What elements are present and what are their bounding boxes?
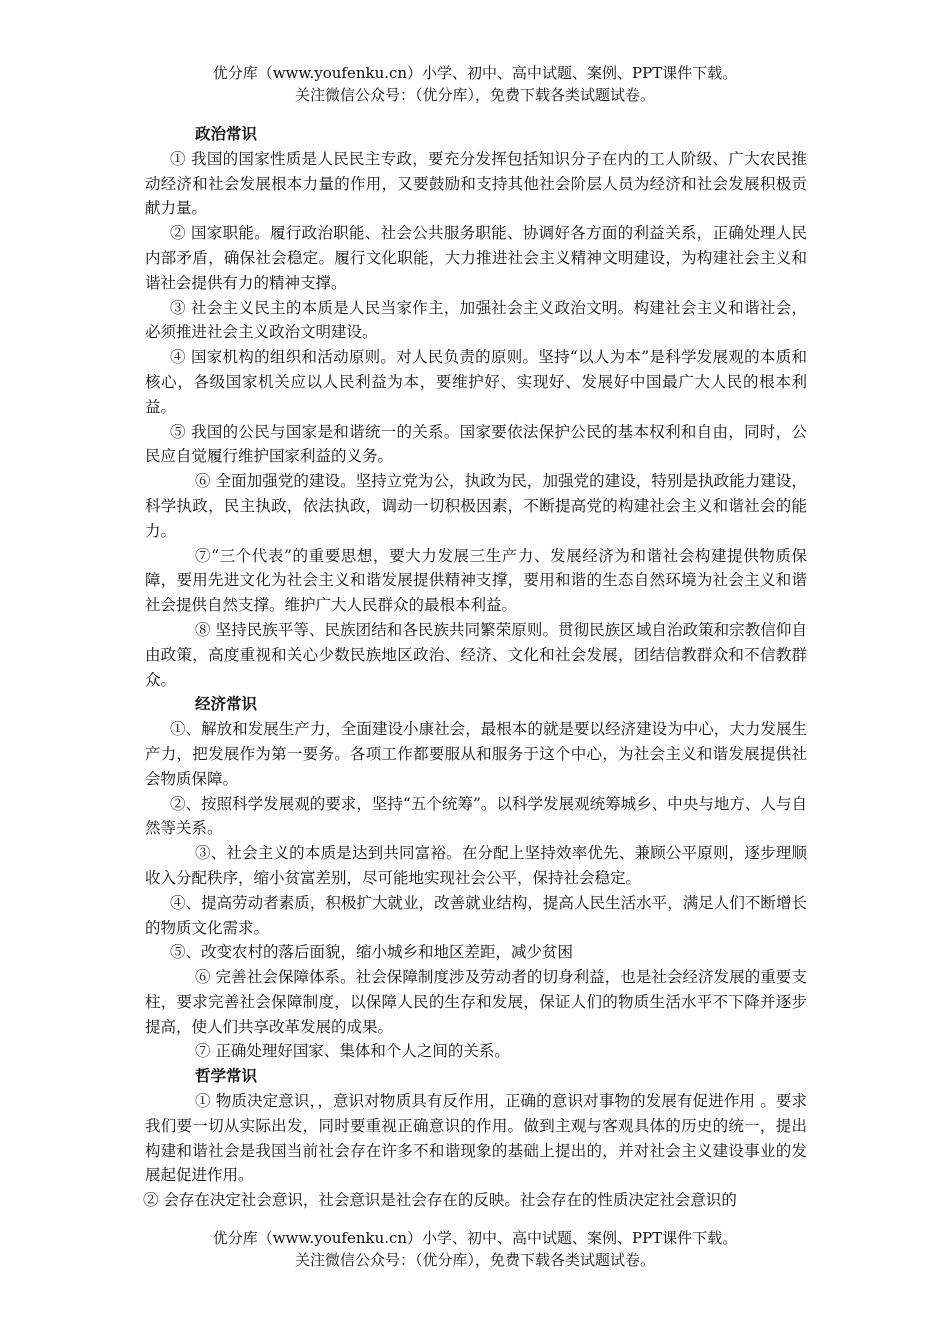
page-footer — [0, 1227, 950, 1271]
philosophy-paragraph-1: ① 物质决定意识，，意识对物质具有反作用，正确的意识对事物的发展有促进作用 。要求我们要一切从实际出发，同时要重视正确意识的作用。做到主观与客观具体的历史的统一，提出构建和谐社会是我国当前社会存在许多不和谐现象的基础上提出的，并对社会主义建设事业的发展起促进作用。 — [145, 1092, 807, 1185]
politics-paragraph-2: ② 国家职能。履行政治职能、社会公共服务职能、协调好各方面的利益关系，正确处理人民内部矛盾，确保社会稳定。履行文化职能，大力推进社会主义精神文明建设，为构建社会主义和谐社会提供有力的精神支撑。 — [145, 224, 807, 292]
politics-paragraph-3: ③ 社会主义民主的本质是人民当家作主，加强社会主义政治文明。构建社会主义和谐社会，必须推进社会主义政治文明建设。 — [145, 298, 807, 342]
politics-paragraph-4: ④ 国家机构的组织和活动原则。对人民负责的原则。坚持“以人为本”是科学发展观的本质和核心，各级国家机关应以人民利益为本，要维护好、实现好、发展好中国最广大人民的根本利益。 — [145, 348, 807, 416]
politics-paragraph-7: ⑦“三个代表”的重要思想，要大力发展三生产力、发展经济为和谐社会构建提供物质保障，要用先进文化为社会主义和谐发展提供精神支撑，要用和谐的生态自然环境为社会主义和谐社会提供自然支撑。维护广大人民群众的最根本利益。 — [145, 546, 807, 615]
header-line-2: 关注微信公众号：（优分库），免费下载各类试题试卷。 — [294, 86, 655, 104]
economics-paragraph-1: ①、解放和发展生产力，全面建设小康社会，最根本的就是要以经济建设为中心，大力发展生产力，把发展作为第一要务。各项工作都要服从和服务于这个中心，为社会主义和谐发展提供社会物质保障。 — [145, 720, 807, 788]
header-line-1: 优分库（www.youfenku.cn）小学、初中、高中试题、案例、PPT课件下载。 — [212, 64, 738, 82]
section-title-philosophy: 哲学常识 — [195, 1066, 258, 1086]
document-body — [145, 122, 807, 1213]
footer-line-1: 优分库（www.youfenku.cn）小学、初中、高中试题、案例、PPT课件下载。 — [212, 1229, 738, 1247]
economics-paragraph-4: ④、提高劳动者素质，积极扩大就业，改善就业结构，提高人民生活水平，满足人们不断增长的物质文化需求。 — [145, 893, 807, 937]
economics-paragraph-6: ⑥ 完善社会保障体系。社会保障制度涉及劳动者的切身利益，也是社会经济发展的重要支柱，要求完善社会保障制度，以保障人民的生存和发展，保证人们的物质生活水平不下降并逐步提高，使人们共享改革发展的成果。 — [145, 968, 807, 1036]
section-title-politics: 政治常识 — [195, 124, 258, 143]
footer-line-2: 关注微信公众号：（优分库），免费下载各类试题试卷。 — [294, 1251, 655, 1269]
politics-paragraph-6: ⑥ 全面加强党的建设。坚持立党为公，执政为民，加强党的建设，特别是执政能力建设，科学执政，民主执政，依法执政，调动一切积极因素，不断提高党的构建社会主义和谐社会的能力。 — [145, 472, 807, 540]
economics-paragraph-5: ⑤、改变农村的落后面貌，缩小城乡和地区差距，减少贫困 — [170, 943, 574, 962]
politics-paragraph-1: ① 我国的国家性质是人民民主专政，要充分发挥包括知识分子在内的工人阶级、广大农民推动经济和社会发展根本力量的作用，又要鼓励和支持其他社会阶层人员为经济和社会发展积极贡献力量。 — [145, 149, 807, 218]
politics-paragraph-8: ⑧ 坚持民族平等、民族团结和各民族共同繁荣原则。贯彻民族区域自治政策和宗教信仰自由政策，高度重视和关心少数民族地区政治、经济、文化和社会发展，团结信教群众和不信教群众。 — [145, 620, 807, 689]
economics-paragraph-3: ③、社会主义的本质是达到共同富裕。在分配上坚持效率优先、兼顾公平原则，逐步理顺收入分配秩序，缩小贫富差别，尽可能地实现社会公平，保持社会稳定。 — [145, 844, 807, 887]
politics-paragraph-5: ⑤ 我国的公民与国家是和谐统一的关系。国家要依法保护公民的基本权利和自由，同时，公民应自觉履行维护国家利益的义务。 — [145, 422, 807, 466]
section-title-economics: 经济常识 — [195, 694, 258, 714]
philosophy-paragraph-2: ② 会存在决定社会意识，社会意识是社会存在的反映。社会存在的性质决定社会意识的 — [143, 1191, 737, 1210]
page-header — [0, 62, 950, 106]
economics-paragraph-7: ⑦ 正确处理好国家、集体和个人之间的关系。 — [195, 1042, 510, 1061]
economics-paragraph-2: ②、按照科学发展观的要求，坚持“五个统筹”。以科学发展观统筹城乡、中央与地方、人与自然等关系。 — [145, 794, 807, 838]
